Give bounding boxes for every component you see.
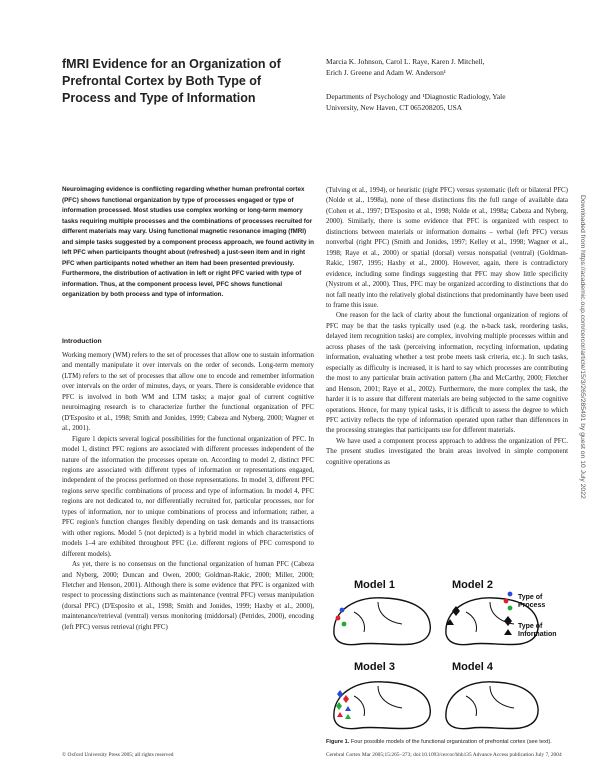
left-column (62, 350, 314, 632)
paragraph: (Tulving et al., 1994), or heuristic (right PFC) versus systematic (left or bilateral PFC) (Nolde et al., 1998a), none of these distinctions fits the full range of available data (Cohen et al., 1997; D'Esposito et al., 1998; Nolde et al., 1998a; Cabeza and Nyberg, 2000). Similarly, there is some evidence that PFC is organized with respect to distinctions between materials or information domains – verbal (left PFC) versus nonverbal (right PFC) (Smith and Jonides, 1997; Kelley et al., 1998; Wagner et al., 1998; Raye et al., 2000) or spatial (dorsal) versus nonspatial (ventral) (Goldman-Rakic, 1987, 1995; Haxby et al., 2000). However, again, there is contradictory evidence, including some findings suggesting that PFC may show little specificity (Nystrom et al., 2000). Thus, PFC may be organized according to distinctions that do not fall neatly into the relatively global distinctions that predominantly have been used to frame this issue. (326, 186, 568, 309)
paragraph: Working memory (WM) refers to the set of processes that allow one to sustain information and mentally manipulate it over intervals on the order of seconds. Long-term memory (LTM) refers to the set of processes that allow one to encode and remember information over intervals on the order of minutes, days, or years. There is considerable evidence that PFC is involved in both WM and LTM tasks; a major goal of current cognitive neuroimaging research is to characterize further the functional organization of PFC (D'Esposito et al., 1998; Smith and Jonides, 1999; Cabeza and Nyberg, 2000; Wagner et al., 2001). (62, 351, 314, 433)
brain-sulcus (354, 696, 365, 716)
legend-info-line-1: Type of (518, 623, 543, 630)
combo-triangle-red (337, 712, 343, 717)
affiliation-line-1: Departments of Psychology and ¹Diagnostic Radiology, Yale (326, 92, 506, 101)
affiliation-line-2: University, New Haven, CT 065208205, USA (326, 102, 463, 112)
figure-caption (326, 738, 570, 746)
footer-copyright: © Oxford University Press 2005; all rights reserved (62, 752, 174, 758)
legend-info-line-2: Information (518, 631, 557, 638)
authors (326, 57, 566, 78)
brain-outline-model-1 (334, 598, 430, 645)
brain-outline-model-3 (334, 682, 430, 729)
legend-dot-green (508, 606, 513, 611)
combo-diamond-red (343, 695, 349, 703)
legend-diamond (504, 616, 512, 626)
combo-diamond-blue (337, 690, 343, 698)
combo-triangle-green (345, 714, 351, 719)
brain-sulcus (354, 612, 365, 632)
brain-sulcus (490, 686, 514, 708)
legend-dot-blue (508, 592, 513, 597)
figure-1 (326, 572, 570, 734)
process-dot-green (342, 622, 347, 627)
footer-journal-info: Cerebral Cortex Mar 2005;15:265–273; doi:10.1093/cercor/bhh135 Advance Access publication July 7, 2004 (326, 752, 562, 758)
download-notice[interactable]: Downloaded from https://academic.oup.com/cercor/article/15/3/265/285491 by guest on 10 July 2022 (579, 195, 586, 499)
brain-sulcus (378, 686, 402, 708)
paragraph: We have used a component process approach to address the organization of PFC. The present studies investigated the brain areas involved in simple component cognitive operations as (326, 436, 568, 466)
figure-1-svg (326, 572, 570, 734)
legend-process-line-2: Process (518, 602, 546, 609)
combo-triangle-blue (345, 706, 351, 711)
paragraph: Figure 1 depicts several logical possibilities for the functional organization of PFC. In model 1, distinct PFC regions are associated with different processes independent of the nature of the information the processes operate on. According to model 2, distinct PFC regions are associated with different types of information or representations engaged, independent of the process performed on those representations. In model 3, different PFC regions serve specific combinations of process and type of information. In model 4, PFC regions are not dedicated to, nor differentially recruited for, particular processes, nor for types of information, nor to unique combinations of process and information; rather, a PFC region's function changes flexibly depending on task demands and its transactions with other regions. Model 5 (not depicted) is a hybrid model in which characteristics of models 1–4 are exhibited throughout PFC (i.e. different regions of PFC correspond to different models). (62, 434, 314, 558)
model-1-label: Model 1 (354, 579, 395, 591)
model-3-label: Model 3 (354, 661, 395, 673)
affiliation (326, 92, 566, 113)
brain-sulcus (466, 696, 477, 716)
authors-line-2: Erich J. Greene and Adam W. Anderson¹ (326, 67, 447, 77)
figure-caption-text: Four possible models of the functional organization of prefrontal cortex (see text). (350, 739, 552, 745)
process-dot-red (336, 616, 341, 621)
model-2-label: Model 2 (452, 579, 493, 591)
figure-caption-label: Figure 1. (326, 739, 350, 745)
process-dot-blue (340, 608, 345, 613)
brain-sulcus (378, 602, 402, 624)
legend-triangle (504, 629, 512, 635)
model-4-label: Model 4 (452, 661, 493, 673)
paper-title: fMRI Evidence for an Organization of Prefrontal Cortex by Both Type of Process and Type of Information (62, 57, 281, 105)
paragraph: One reason for the lack of clarity about the functional organization of regions of PFC may be that the tasks typically used (e.g. the n-back task, reordering tasks, delayed item recognition tasks) are complex, involving multiple processes within and across phases of the task (perceiving information, recycling information, updating information, evaluating whether a test probe meets task criteria, etc.). In such tasks, especially as difficulty is increased, it is hard to say which processes are contributing the most to any particular brain activation pattern (Jha and McCarthy, 2000; Fletcher and Henson, 2001; Raye et al., 2002). Furthermore, the more complex the task, the harder it is to assure that different materials are being subjected to the same cognitive operations. Hence, for many typical tasks, it is difficult to assess the degree to which PFC activity reflects the type of information operated upon rather than differences in the processing strategies that participants use for different materials. (326, 311, 568, 435)
legend-process-line-1: Type of (518, 594, 543, 601)
authors-line-1: Marcia K. Johnson, Carol L. Raye, Karen J. Mitchell, (326, 57, 485, 66)
abstract: Neuroimaging evidence is conflicting regarding whether human prefrontal cortex (PFC) shows functional organization by type of processes engaged or type of information processed. Most studies use complex working or long-term memory tasks requiring multiple processes and the combinations of processes recruited for different materials may vary. Using functional magnetic resonance imaging (fMRI) and simple tasks suggested by a component process approach, we found activity in left PFC when participants thought about (refreshed) a just-seen item and in right PFC when participants noted whether an item had been presented previously. Furthermore, the distribution of activation in left or right PFC varied with type of information. Thus, at the component process level, PFC shows functional organization by both process and type of information. (62, 186, 314, 298)
legend-dot-red (504, 599, 509, 604)
download-sidebar (575, 195, 587, 615)
brain-sulcus (466, 612, 477, 632)
section-heading-introduction: Introduction (62, 338, 102, 345)
paragraph: As yet, there is no consensus on the functional organization of human PFC (Cabeza and Nyberg, 2000; Duncan and Owen, 2000; Goldman-Rakic, 2000; Miller, 2000; Fletcher and Henson, 2001). Although there is some evidence that PFC is organized with respect to processing distinctions such as maintenance (ventral PFC) versus manipulation (dorsal PFC) (D'Esposito et al., 1998; Smith and Jonides, 1999; Haxby et al., 2000), maintenance/retrieval (ventral) versus monitoring (middorsal) (Petrides, 2000), encoding (left PFC) versus retrieval (right PFC) (62, 560, 314, 631)
brain-outline-model-4 (446, 682, 538, 729)
right-column (326, 185, 568, 467)
